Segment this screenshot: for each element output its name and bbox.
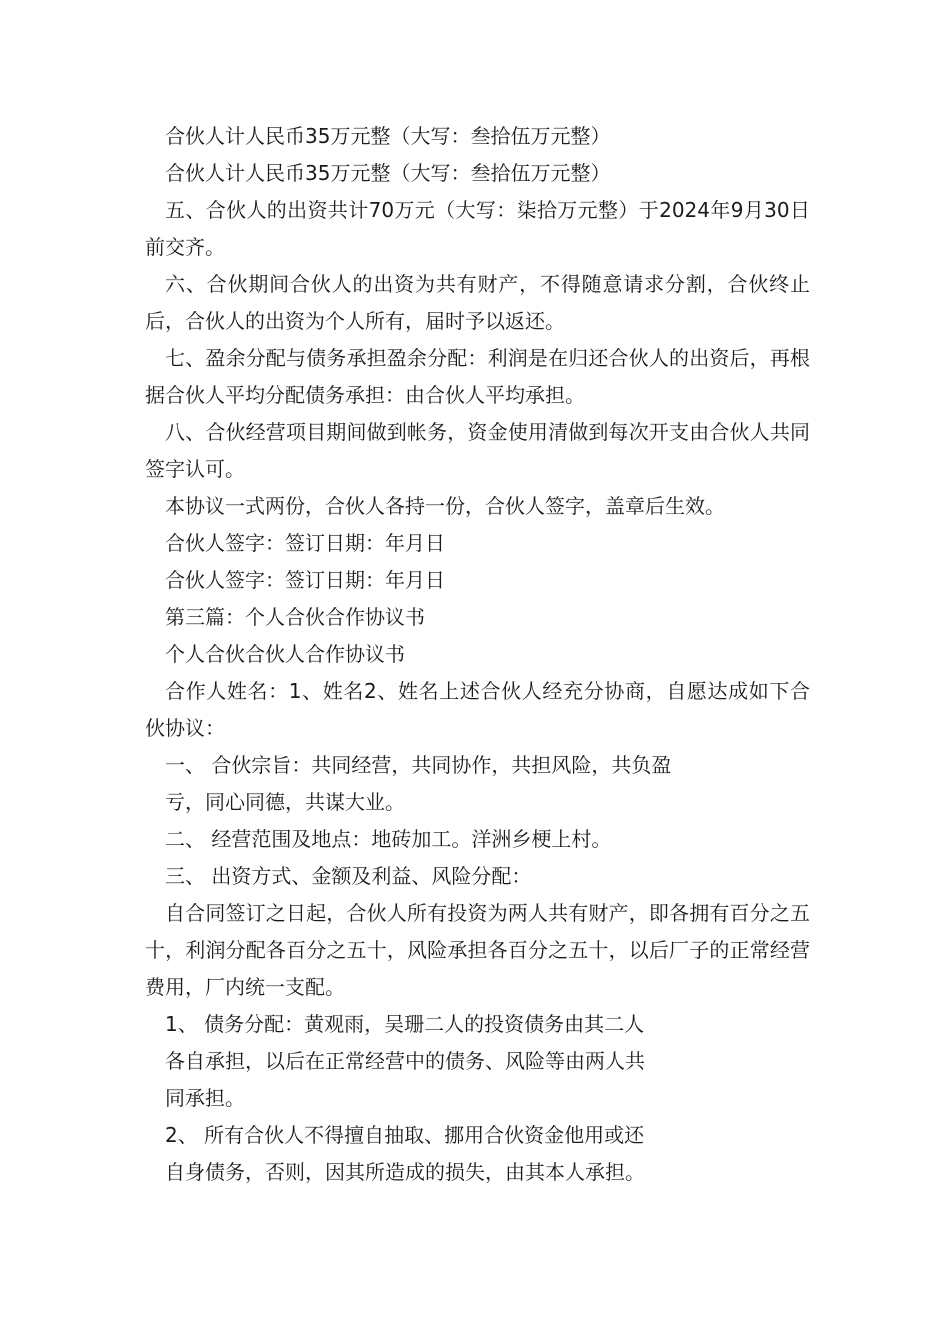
paragraph: 2、 所有合伙人不得擅自抽取、挪用合伙资金他用或还 [165, 1123, 645, 1147]
paragraph: 合作人姓名：1、姓名2、姓名上述合伙人经充分协商，自愿达成如下合伙协议： [145, 679, 810, 740]
paragraph: 本协议一式两份，合伙人各持一份，合伙人签字，盖章后生效。 [165, 494, 725, 518]
paragraph: 合伙人计人民币35万元整（大写：叁拾伍万元整） [165, 161, 611, 185]
paragraph: 五、合伙人的出资共计70万元（大写：柒拾万元整）于2024年9月30日前交齐。 [145, 198, 810, 259]
paragraph: 二、 经营范围及地点：地砖加工。洋洲乡梗上村。 [165, 827, 612, 851]
paragraph: 一、 合伙宗旨：共同经营，共同协作，共担风险，共负盈 [165, 753, 672, 777]
paragraph: 同承担。 [165, 1086, 245, 1110]
paragraph: 三、 出资方式、金额及利益、风险分配： [165, 864, 532, 888]
paragraph: 亏，同心同德，共谋大业。 [165, 790, 405, 814]
section-heading: 第三篇：个人合伙合作协议书 [165, 605, 425, 629]
paragraph: 自合同签订之日起，合伙人所有投资为两人共有财产，即各拥有百分之五十，利润分配各百分之五十，风险承担各百分之五十，以后厂子的正常经营费用，厂内统一支配。 [145, 901, 810, 999]
paragraph: 七、盈余分配与债务承担盈余分配：利润是在归还合伙人的出资后，再根据合伙人平均分配债务承担：由合伙人平均承担。 [145, 346, 810, 407]
paragraph: 合伙人签字：签订日期：年月日 [165, 568, 445, 592]
paragraph: 合伙人计人民币35万元整（大写：叁拾伍万元整） [165, 124, 611, 148]
paragraph: 1、 债务分配：黄观雨，吴珊二人的投资债务由其二人 [165, 1012, 645, 1036]
paragraph: 自身债务，否则，因其所造成的损失，由其本人承担。 [165, 1160, 645, 1184]
document-title: 个人合伙合伙人合作协议书 [165, 642, 405, 666]
document-body [145, 118, 810, 1191]
paragraph: 合伙人签字：签订日期：年月日 [165, 531, 445, 555]
paragraph: 八、合伙经营项目期间做到帐务，资金使用清做到每次开支由合伙人共同签字认可。 [145, 420, 810, 481]
paragraph: 六、合伙期间合伙人的出资为共有财产，不得随意请求分割，合伙终止后，合伙人的出资为个人所有，届时予以返还。 [145, 272, 810, 333]
paragraph: 各自承担，以后在正常经营中的债务、风险等由两人共 [165, 1049, 645, 1073]
